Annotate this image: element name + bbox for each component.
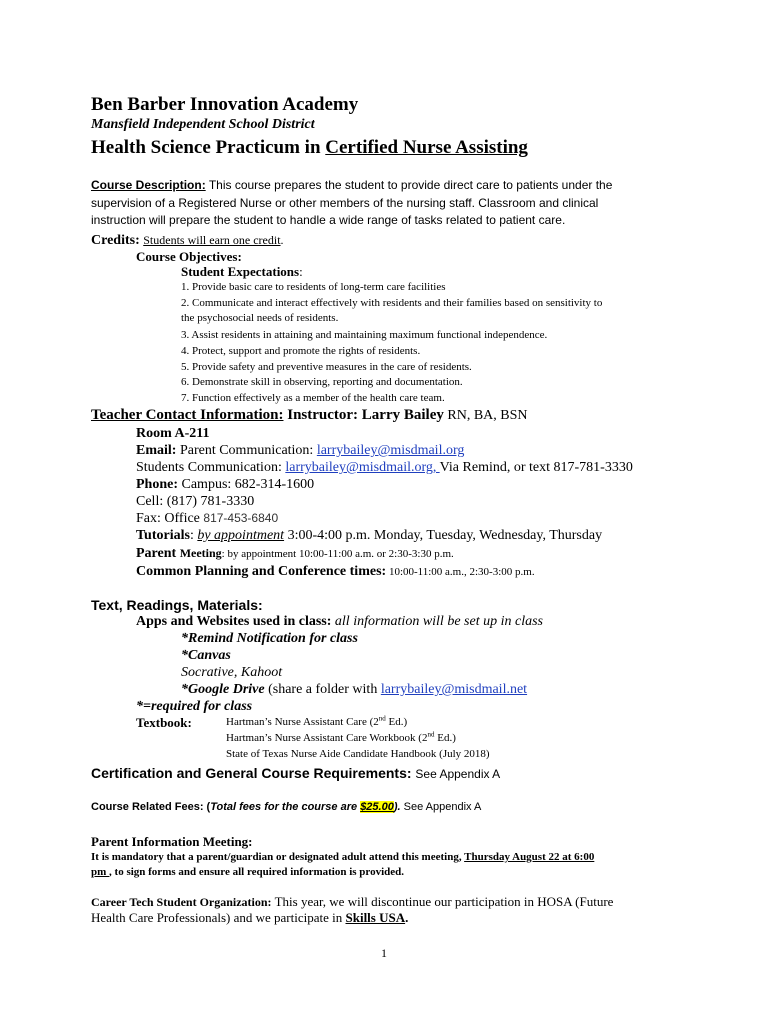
parent-email-link[interactable]: larrybailey@misdmail.org [316, 443, 465, 458]
apps-line: Apps and Websites used in class: all information will be set up in class [136, 614, 543, 629]
course-fees-line: Course Related Fees: (Total fees for the course are $25.00). See Appendix A [91, 801, 482, 813]
page-title: Health Science Practicum in Certified Nurse Assisting [91, 137, 528, 158]
school-name: Ben Barber Innovation Academy [91, 94, 359, 115]
objective-item: 6. Demonstrate skill in observing, reporting and documentation. [181, 376, 463, 388]
district-name: Mansfield Independent School District [91, 117, 315, 132]
parent-meeting-text-line1: It is mandatory that a parent/guardian or designated adult attend this meeting, Thursday August 22 at 6:00 [91, 851, 595, 863]
course-description-line3: instruction will prepare the student to handle a wide range of tasks related to patient care. [91, 213, 566, 227]
room-number: Room A-211 [136, 426, 210, 441]
objective-item: 5. Provide safety and preventive measures in the care of residents. [181, 361, 472, 373]
textbook-item: Hartman’s Nurse Assistant Care Workbook (2nd Ed.) [226, 730, 456, 744]
planning-times-line: Common Planning and Conference times: 10:00-11:00 a.m., 2:30-3:00 p.m. [136, 564, 535, 579]
course-description-line2: supervision of a Registered Nurse or other members of the nursing staff. Classroom and clinical [91, 196, 599, 210]
fee-amount: $25.00 [360, 801, 394, 813]
tutorials-line: Tutorials: by appointment 3:00-4:00 p.m. Monday, Tuesday, Wednesday, Thursday [136, 528, 603, 543]
students-email-link[interactable]: larrybailey@misdmail.org, [285, 460, 440, 475]
certification-line: Certification and General Course Requirements: See Appendix A [91, 765, 501, 781]
cell-line: Cell: (817) 781-3330 [136, 494, 255, 509]
canvas-item: *Canvas [181, 648, 231, 663]
objective-item: 2. Communicate and interact effectively with residents and their families based on sensitivity to [181, 297, 603, 309]
objective-item: the psychosocial needs of residents. [181, 312, 339, 324]
ctso-line1: Career Tech Student Organization: This year, we will discontinue our participation in HOSA (Future [91, 894, 614, 909]
student-expectations-heading: Student Expectations: [181, 264, 303, 279]
parent-meeting-heading: Parent Information Meeting: [91, 834, 253, 849]
students-communication-line: Students Communication: larrybailey@misdmail.org, Via Remind, or text 817-781-3330 [136, 460, 633, 475]
objective-item: 1. Provide basic care to residents of long-term care facilities [181, 281, 446, 293]
phone-line: Phone: Campus: 682-314-1600 [136, 477, 315, 492]
email-line: Email: Parent Communication: larrybailey@misdmail.org [136, 443, 465, 458]
google-drive-item: *Google Drive (share a folder with larrybailey@misdmail.net [181, 682, 528, 697]
textbook-item: State of Texas Nurse Aide Candidate Handbook (July 2018) [226, 748, 490, 760]
fax-line: Fax: Office 817-453-6840 [136, 511, 279, 526]
course-description-line1: Course Description: This course prepares the student to provide direct care to patients under the [91, 178, 613, 192]
objective-item: 7. Function effectively as a member of the health care team. [181, 392, 445, 404]
ctso-line2: Health Care Professionals) and we participate in Skills USA. [91, 910, 409, 925]
remind-item: *Remind Notification for class [181, 631, 358, 646]
textbook-item: Hartman’s Nurse Assistant Care (2nd Ed.) [226, 714, 408, 728]
required-note: *=required for class [136, 699, 253, 714]
objective-item: 4. Protect, support and promote the rights of residents. [181, 345, 421, 357]
socrative-kahoot-item: Socrative, Kahoot [181, 665, 283, 680]
objectives-heading: Course Objectives: [136, 249, 242, 264]
google-drive-email-link[interactable]: larrybailey@misdmail.net [380, 682, 528, 697]
parent-meeting-line: Parent Meeting: by appointment 10:00-11:00 a.m. or 2:30-3:30 p.m. [136, 546, 454, 561]
teacher-contact-heading: Teacher Contact Information: Instructor: Larry Bailey RN, BA, BSN [91, 407, 528, 423]
objective-item: 3. Assist residents in attaining and maintaining maximum functional independence. [181, 329, 548, 341]
page-number: 1 [381, 946, 387, 960]
parent-meeting-text-line2: pm , to sign forms and ensure all required information is provided. [91, 866, 405, 878]
materials-heading: Text, Readings, Materials: [91, 597, 263, 613]
credits: Credits: Students will earn one credit. [91, 233, 284, 248]
textbook-label: Textbook: [136, 715, 192, 730]
